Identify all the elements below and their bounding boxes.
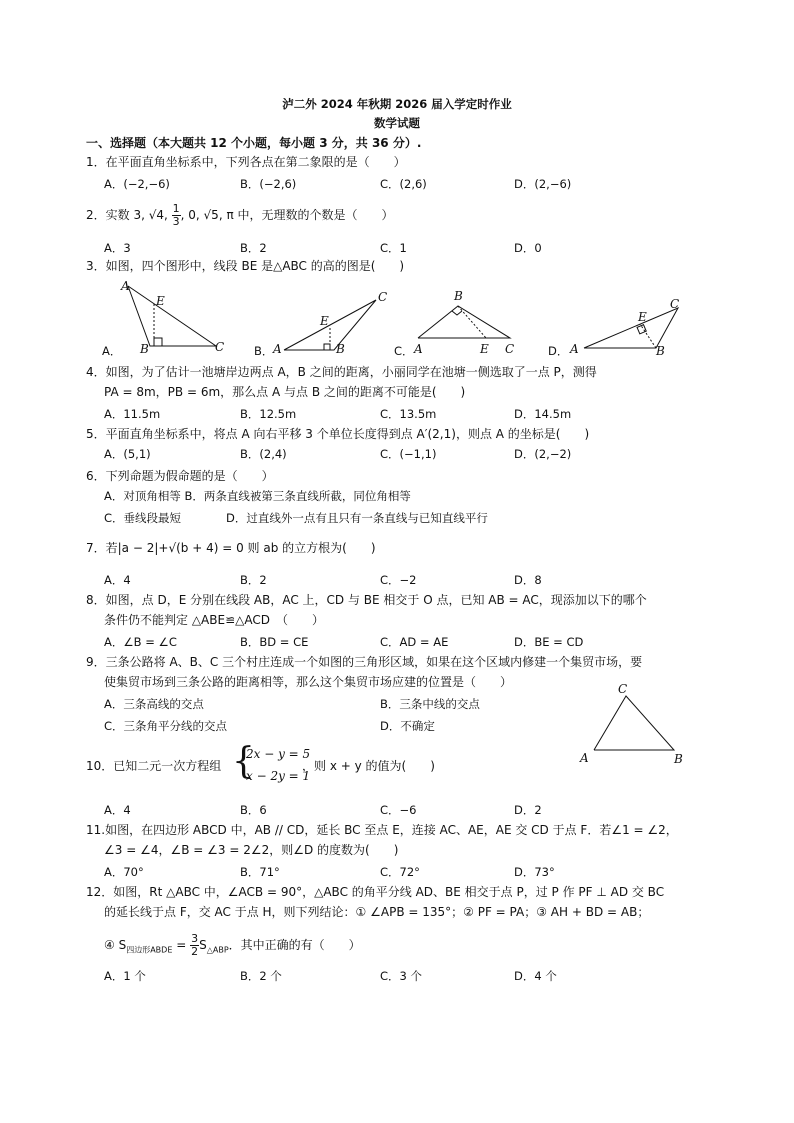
q10-equation-2: x − 2y = 1 [246, 769, 311, 783]
q1-stem: 在平面直角坐标系中，下列各点在第二象限的是（ ） [105, 155, 406, 169]
q3c-label-b: B [454, 289, 463, 303]
question-4 [86, 364, 597, 380]
q9-stem-1: 三条公路将 A、B、C 三个村庄连成一个如图的三角形区域，如果在这个区域内修建一个集贸市场，要 [105, 655, 643, 669]
question-12 [86, 884, 664, 900]
q12-option-a[interactable]: A．1 个 [104, 969, 146, 983]
q11-stem-2: ∠3 = ∠4，∠B = ∠3 = 2∠2，则∠D 的度数为( ) [104, 843, 399, 857]
q4-stem-1: 如图，为了估计一池塘岸边两点 A，B 之间的距离，小丽同学在池塘一侧选取了一点 P，测得 [105, 365, 597, 379]
q2-frac-num: 1 [172, 202, 180, 215]
q9-label-b: B [674, 752, 683, 766]
q10-equation-1: 2x − y = 5 [246, 747, 311, 761]
question-3 [86, 258, 404, 274]
q9-figure [592, 694, 676, 752]
q12-option-d[interactable]: D．4 个 [514, 969, 557, 983]
q3-figure-b [282, 298, 382, 354]
q1-option-d[interactable]: D．(2,−6) [514, 177, 572, 191]
q12-stem-3c: S [199, 938, 207, 952]
exam-subtitle: 数学试题 [374, 116, 420, 130]
q2-stem-b: , 0, √5, π 中，无理数的个数是（ ） [180, 208, 394, 222]
q12-number: 12． [86, 885, 114, 899]
q8-option-c[interactable]: C．AD = AE [380, 635, 449, 649]
q8-number: 8． [86, 593, 106, 607]
q3a-triangle [128, 286, 216, 346]
question-2 [86, 200, 393, 230]
q3-stem: 如图，四个图形中，线段 BE 是△ABC 的高的图是( ) [105, 259, 405, 273]
q6-stem: 下列命题为假命题的是（ ） [105, 469, 274, 483]
q3d-label-c: C [670, 297, 680, 311]
question-8 [86, 592, 647, 608]
q11-option-d[interactable]: D．73° [514, 865, 555, 879]
q3d-triangle [584, 308, 678, 348]
q12-frac-den: 2 [191, 945, 199, 958]
question-11 [86, 822, 678, 838]
q3d-label-b: B [656, 344, 665, 358]
q3b-label-c: C [378, 290, 388, 304]
q5-stem: 平面直角坐标系中，将点 A 向右平移 3 个单位长度得到点 A′(2,1)，则点 A 的坐标是( ) [105, 427, 590, 441]
q12-frac-num: 3 [191, 932, 199, 945]
q2-option-c[interactable]: C．1 [380, 241, 407, 255]
q8-option-b[interactable]: B．BD = CE [240, 635, 309, 649]
q1-option-b[interactable]: B．(−2,6) [240, 177, 297, 191]
q3-option-a[interactable]: A． [102, 344, 122, 358]
q7-stem: 若|a − 2|+√(b + 4) = 0 则 ab 的立方根为( ) [105, 541, 376, 555]
q4-stem-2: PA = 8m，PB = 6m，那么点 A 与点 B 之间的距离不可能是( ) [104, 385, 466, 399]
q8-option-a[interactable]: A．∠B = ∠C [104, 635, 177, 649]
q12-sub-tri: △ABP [206, 945, 229, 955]
q7-option-d[interactable]: D．8 [514, 573, 542, 587]
q12-stem-3a: ④ S [104, 938, 127, 952]
q3c-label-c: C [505, 342, 515, 356]
q12-stem-3d: ．其中正确的有（ ） [228, 938, 361, 952]
q3d-label-e: E [638, 310, 647, 324]
q5-option-d[interactable]: D．(2,−2) [514, 447, 572, 461]
q9-option-d[interactable]: D．不确定 [380, 719, 435, 733]
q12-stem-3b: = [172, 938, 191, 952]
q12-stem-3 [104, 930, 361, 965]
q9-stem-2: 使集贸市场到三条公路的距离相等，那么这个集贸市场应建的位置是（ ） [104, 675, 513, 689]
q3c-label-a: A [414, 342, 423, 356]
q4-option-c[interactable]: C．13.5m [380, 407, 437, 421]
q10-number: 10． [86, 759, 114, 773]
q9-label-c: C [618, 682, 628, 696]
q4-option-b[interactable]: B．12.5m [240, 407, 297, 421]
q3b-label-a: A [273, 342, 282, 356]
q3-figure-a [120, 279, 230, 354]
q9-option-a[interactable]: A．三条高线的交点 [104, 697, 204, 711]
question-6 [86, 468, 274, 484]
q2-option-a[interactable]: A．3 [104, 241, 131, 255]
q10-option-c[interactable]: C．−6 [380, 803, 417, 817]
q7-option-b[interactable]: B．2 [240, 573, 267, 587]
question-9 [86, 654, 642, 670]
q2-option-b[interactable]: B．2 [240, 241, 267, 255]
q11-stem-1: 如图，在四边形 ABCD 中，AB // CD，延长 BC 至点 E，连接 AC、AE，AE 交 CD 于点 F．若∠1 = ∠2， [105, 823, 678, 837]
q11-option-c[interactable]: C．72° [380, 865, 420, 879]
q5-option-a[interactable]: A．(5,1) [104, 447, 151, 461]
q12-fraction [190, 933, 199, 958]
exam-title: 泸二外 2024 年秋期 2026 届入学定时作业 [282, 97, 512, 111]
question-1 [86, 154, 406, 170]
q7-option-c[interactable]: C．−2 [380, 573, 417, 587]
q3b-triangle [284, 300, 376, 350]
question-10 [86, 758, 221, 774]
q3-option-d[interactable]: D． [548, 344, 569, 358]
q3-number: 3． [86, 259, 106, 273]
q3c-right-angle [452, 311, 462, 315]
q10-option-a[interactable]: A．4 [104, 803, 131, 817]
q5-option-c[interactable]: C．(−1,1) [380, 447, 437, 461]
q9-label-a: A [580, 751, 589, 765]
q8-stem-1: 如图，点 D，E 分别在线段 AB，AC 上，CD 与 BE 相交于 O 点，已知 AB = AC，现添加以下的哪个 [105, 593, 647, 607]
q3c-altitude [458, 306, 486, 338]
q6-option-d[interactable]: D．过直线外一点有且只有一条直线与已知直线平行 [226, 511, 488, 525]
q12-stem-2: 的延长线于点 F，交 AC 于点 H，则下列结论：① ∠APB = 135°；② PF = PA；③ AH + BD = AB； [104, 905, 650, 919]
q4-number: 4． [86, 365, 106, 379]
q3c-label-e: E [480, 342, 489, 356]
q10-option-d[interactable]: D．2 [514, 803, 542, 817]
q3-figure-d [582, 306, 682, 352]
q2-frac-den: 3 [172, 215, 180, 228]
question-7 [86, 540, 376, 556]
q3b-label-e: E [320, 314, 329, 328]
q8-stem-2: 条件仍不能判定 △ABE≌△ACD （ ） [104, 613, 324, 627]
q11-option-b[interactable]: B．71° [240, 865, 280, 879]
q9-option-c[interactable]: C．三条角平分线的交点 [104, 719, 228, 733]
q3d-label-a: A [570, 342, 579, 356]
q3-option-c[interactable]: C． [394, 344, 414, 358]
q9-number: 9． [86, 655, 106, 669]
q3d-right-angle [637, 325, 646, 334]
q9-triangle [594, 696, 674, 750]
q10-option-b[interactable]: B．6 [240, 803, 267, 817]
q9-option-b[interactable]: B．三条中线的交点 [380, 697, 480, 711]
q6-options-ab[interactable]: A．对顶角相等 B．两条直线被第三条直线所截，同位角相等 [104, 489, 411, 503]
q3-option-b[interactable]: B． [254, 344, 274, 358]
q12-option-c[interactable]: C．3 个 [380, 969, 423, 983]
q11-number: 11. [86, 823, 106, 837]
q2-option-d[interactable]: D．0 [514, 241, 542, 255]
q4-option-a[interactable]: A．11.5m [104, 407, 161, 421]
q5-option-b[interactable]: B．(2,4) [240, 447, 287, 461]
q1-option-a[interactable]: A．(−2,−6) [104, 177, 170, 191]
q7-number: 7． [86, 541, 106, 555]
q3d-altitude [640, 324, 656, 348]
q4-option-d[interactable]: D．14.5m [514, 407, 572, 421]
q2-fraction [172, 203, 181, 228]
q12-option-b[interactable]: B．2 个 [240, 969, 282, 983]
q8-option-d[interactable]: D．BE = CD [514, 635, 584, 649]
q3-figure-c [416, 300, 516, 342]
q10-brace: { [232, 741, 255, 782]
q12-sub-quad: 四边形ABDE [126, 945, 173, 955]
q6-option-c[interactable]: C．垂线段最短 [104, 511, 182, 525]
section-heading: 一、选择题（本大题共 12 个小题，每小题 3 分，共 36 分）. [86, 136, 422, 150]
q3a-right-angle [154, 338, 162, 346]
question-5 [86, 426, 589, 442]
q3b-right-angle [324, 344, 330, 350]
q6-number: 6． [86, 469, 106, 483]
q10-stem-a: 已知二元一次方程组 [113, 759, 222, 773]
q3a-label-c: C [215, 340, 225, 354]
q3a-label-a: A [121, 279, 130, 293]
q2-number: 2． [86, 208, 106, 222]
q1-number: 1． [86, 155, 106, 169]
q3b-label-b: B [336, 342, 345, 356]
q3a-label-e: E [156, 294, 165, 308]
q7-option-a[interactable]: A．4 [104, 573, 131, 587]
q10-stem-b: ，则 x + y 的值为( ) [302, 759, 435, 773]
q12-stem-1: 如图，Rt △ABC 中，∠ACB = 90°，△ABC 的角平分线 AD、BE 相交于点 P，过 P 作 PF ⊥ AD 交 BC [113, 885, 665, 899]
q3c-triangle [418, 306, 510, 338]
q5-number: 5． [86, 427, 106, 441]
q1-option-c[interactable]: C．(2,6) [380, 177, 427, 191]
q11-option-a[interactable]: A．70° [104, 865, 144, 879]
q3a-label-b: B [140, 342, 149, 356]
q2-stem-a: 实数 3, √4, [105, 208, 172, 222]
